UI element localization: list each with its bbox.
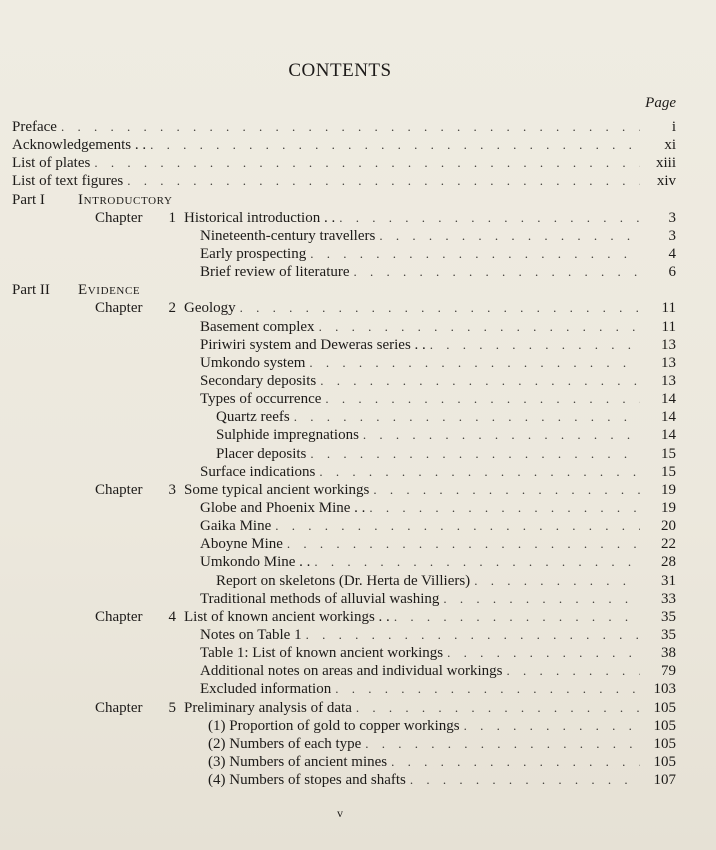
toc-row bbox=[0, 572, 716, 590]
toc-entry bbox=[200, 517, 640, 535]
toc-entry bbox=[200, 535, 640, 553]
dot-leader bbox=[474, 572, 640, 590]
toc-row bbox=[0, 191, 716, 209]
toc-entry bbox=[200, 463, 640, 481]
page-number: 13 bbox=[661, 354, 676, 371]
page-number: i bbox=[671, 119, 676, 135]
page-number: 3 bbox=[668, 227, 676, 244]
dot-leader bbox=[61, 118, 640, 136]
page-number: 105 bbox=[653, 699, 676, 716]
page-number: 11 bbox=[661, 300, 676, 317]
toc-row bbox=[0, 172, 716, 190]
dot-leader bbox=[275, 517, 640, 535]
toc-row bbox=[0, 662, 716, 680]
toc-row bbox=[0, 336, 716, 354]
dot-leader bbox=[443, 590, 640, 608]
page-number: 28 bbox=[661, 554, 676, 571]
toc-row bbox=[0, 517, 716, 535]
entry-title: Some typical ancient workings bbox=[184, 481, 370, 498]
entry-title: List of plates bbox=[12, 155, 91, 172]
dot-leader bbox=[506, 662, 640, 680]
toc-entry bbox=[184, 299, 640, 317]
toc-row bbox=[0, 735, 716, 753]
dot-leader bbox=[287, 535, 640, 553]
dot-leader bbox=[430, 336, 640, 354]
toc-row bbox=[0, 154, 716, 172]
dot-leader bbox=[294, 408, 640, 426]
dot-leader bbox=[379, 227, 640, 245]
page-number: 35 bbox=[661, 608, 676, 625]
toc-row bbox=[0, 408, 716, 426]
toc-row bbox=[0, 445, 716, 463]
toc-entry bbox=[12, 118, 640, 136]
toc-entry bbox=[200, 318, 640, 336]
toc-entry bbox=[216, 572, 640, 590]
toc-row bbox=[0, 390, 716, 408]
toc-entry bbox=[12, 154, 640, 172]
toc-entry bbox=[216, 445, 640, 463]
toc-row bbox=[0, 245, 716, 263]
page-number: 35 bbox=[661, 626, 676, 643]
dot-leader bbox=[410, 771, 640, 789]
toc-row bbox=[0, 263, 716, 281]
page-number: 11 bbox=[661, 318, 676, 335]
dot-leader bbox=[310, 245, 640, 263]
dot-leader bbox=[325, 390, 640, 408]
chapter-label: Chapter bbox=[95, 481, 143, 498]
page-number: xiv bbox=[656, 173, 676, 190]
page-number: 105 bbox=[653, 753, 676, 770]
dot-leader bbox=[306, 626, 640, 644]
dot-leader bbox=[365, 735, 640, 753]
toc-entry bbox=[208, 771, 640, 789]
entry-title: Early prospecting bbox=[200, 245, 307, 262]
page-number: 14 bbox=[661, 391, 676, 408]
chapter-number: 1 bbox=[168, 209, 176, 226]
page-number: 13 bbox=[661, 372, 676, 389]
toc-row bbox=[0, 481, 716, 499]
entry-title: (4) Numbers of stopes and shafts bbox=[208, 772, 406, 789]
dot-leader bbox=[127, 172, 640, 190]
toc-row bbox=[0, 299, 716, 317]
page-number: 79 bbox=[661, 663, 676, 680]
dot-leader bbox=[335, 680, 640, 698]
toc-row bbox=[0, 753, 716, 771]
toc-row bbox=[0, 118, 716, 136]
dot-leader bbox=[320, 372, 640, 390]
toc-row bbox=[0, 644, 716, 662]
page-number: 38 bbox=[661, 645, 676, 662]
entry-title: Brief review of literature bbox=[200, 264, 350, 281]
page-number: 6 bbox=[668, 264, 676, 281]
entry-title: Surface indications bbox=[200, 463, 316, 480]
page-title: CONTENTS bbox=[288, 60, 392, 81]
toc-row bbox=[0, 499, 716, 517]
page-number: 20 bbox=[661, 518, 676, 535]
table-of-contents bbox=[0, 118, 716, 789]
chapter-label: Chapter bbox=[95, 300, 143, 317]
dot-leader bbox=[310, 445, 640, 463]
part-label: Part I bbox=[12, 191, 45, 208]
page-number: xiii bbox=[655, 155, 676, 172]
page-number: 33 bbox=[661, 590, 676, 607]
entry-title: Sulphide impregnations bbox=[216, 427, 359, 444]
chapter-label: Chapter bbox=[95, 209, 143, 226]
entry-title: Geology bbox=[184, 300, 236, 317]
toc-entry bbox=[200, 553, 640, 571]
toc-row bbox=[0, 354, 716, 372]
entry-title: Placer deposits bbox=[216, 445, 307, 462]
toc-entry bbox=[200, 245, 640, 263]
dot-leader bbox=[464, 717, 640, 735]
page-number: 14 bbox=[661, 409, 676, 426]
page-number: xi bbox=[664, 137, 676, 154]
chapter-number: 4 bbox=[168, 608, 176, 625]
page-number: 103 bbox=[653, 681, 676, 698]
page-number: 15 bbox=[661, 463, 676, 480]
entry-title: Table 1: List of known ancient workings bbox=[200, 645, 444, 662]
chapter-number: 3 bbox=[168, 481, 176, 498]
entry-title: Notes on Table 1 bbox=[200, 626, 302, 643]
entry-title: Umkondo system bbox=[200, 354, 306, 371]
dot-leader bbox=[150, 136, 640, 154]
entry-title: Umkondo Mine . . bbox=[200, 554, 311, 571]
page-number: 19 bbox=[661, 499, 676, 516]
toc-entry bbox=[200, 263, 640, 281]
toc-row bbox=[0, 281, 716, 299]
toc-entry bbox=[216, 408, 640, 426]
toc-row bbox=[0, 771, 716, 789]
page-number: 3 bbox=[668, 209, 676, 226]
toc-row bbox=[0, 608, 716, 626]
toc-entry bbox=[208, 753, 640, 771]
entry-title: Types of occurrence bbox=[200, 391, 322, 408]
toc-row bbox=[0, 699, 716, 717]
toc-entry bbox=[200, 626, 640, 644]
toc-row bbox=[0, 717, 716, 735]
entry-title: (3) Numbers of ancient mines bbox=[208, 753, 388, 770]
part-name: Evidence bbox=[78, 282, 141, 299]
page-number: 13 bbox=[661, 336, 676, 353]
dot-leader bbox=[394, 608, 640, 626]
toc-entry bbox=[184, 699, 640, 717]
toc-entry bbox=[200, 336, 640, 354]
entry-title: Secondary deposits bbox=[200, 372, 317, 389]
toc-row bbox=[0, 535, 716, 553]
toc-row bbox=[0, 426, 716, 444]
chapter-number: 5 bbox=[168, 699, 176, 716]
dot-leader bbox=[363, 426, 640, 444]
entry-title: Nineteenth-century travellers bbox=[200, 227, 376, 244]
toc-row bbox=[0, 463, 716, 481]
toc-row bbox=[0, 680, 716, 698]
entry-title: Additional notes on areas and individual workings bbox=[200, 663, 503, 680]
toc-entry bbox=[200, 680, 640, 698]
toc-entry bbox=[216, 426, 640, 444]
toc-row bbox=[0, 372, 716, 390]
page-number: 15 bbox=[661, 445, 676, 462]
entry-title: Historical introduction . . bbox=[184, 209, 336, 226]
toc-entry bbox=[184, 209, 640, 227]
chapter-label: Chapter bbox=[95, 608, 143, 625]
dot-leader bbox=[94, 154, 640, 172]
toc-entry bbox=[12, 172, 640, 190]
entry-title: List of text figures bbox=[12, 173, 124, 190]
dot-leader bbox=[354, 263, 640, 281]
page-number: 107 bbox=[653, 772, 676, 789]
toc-entry bbox=[184, 481, 640, 499]
dot-leader bbox=[373, 481, 640, 499]
entry-title: (2) Numbers of each type bbox=[208, 735, 362, 752]
dot-leader bbox=[339, 209, 640, 227]
toc-entry bbox=[200, 590, 640, 608]
part-label: Part II bbox=[12, 282, 50, 299]
entry-title: Basement complex bbox=[200, 318, 315, 335]
page-number-footer: v bbox=[337, 806, 343, 820]
entry-title: Gaika Mine bbox=[200, 518, 272, 535]
dot-leader bbox=[314, 553, 640, 571]
dot-leader bbox=[319, 463, 640, 481]
dot-leader bbox=[309, 354, 640, 372]
page-column-heading: Page bbox=[645, 95, 676, 111]
entry-title: Globe and Phoenix Mine . . bbox=[200, 499, 366, 516]
toc-entry bbox=[200, 354, 640, 372]
dot-leader bbox=[369, 499, 640, 517]
dot-leader bbox=[240, 299, 640, 317]
entry-title: Acknowledgements . . bbox=[12, 137, 147, 154]
entry-title: Quartz reefs bbox=[216, 409, 290, 426]
entry-title: List of known ancient workings . . bbox=[184, 608, 390, 625]
toc-row bbox=[0, 626, 716, 644]
page-number: 31 bbox=[661, 572, 676, 589]
toc-entry bbox=[200, 372, 640, 390]
entry-title: Report on skeletons (Dr. Herta de Villiers) bbox=[216, 572, 471, 589]
dot-leader bbox=[447, 644, 640, 662]
toc-entry bbox=[200, 499, 640, 517]
toc-row bbox=[0, 209, 716, 227]
dot-leader bbox=[391, 753, 640, 771]
page-number: 105 bbox=[653, 717, 676, 734]
toc-entry bbox=[208, 735, 640, 753]
entry-title: Preface bbox=[12, 119, 57, 135]
toc-row bbox=[0, 318, 716, 336]
toc-entry bbox=[184, 608, 640, 626]
page-number: 105 bbox=[653, 735, 676, 752]
entry-title: Aboyne Mine bbox=[200, 536, 283, 553]
toc-row bbox=[0, 553, 716, 571]
chapter-label: Chapter bbox=[95, 699, 143, 716]
entry-title: Traditional methods of alluvial washing bbox=[200, 590, 440, 607]
entry-title: Excluded information bbox=[200, 681, 332, 698]
page-number: 4 bbox=[668, 245, 676, 262]
dot-leader bbox=[356, 699, 640, 717]
toc-row bbox=[0, 227, 716, 245]
entry-title: (1) Proportion of gold to copper workings bbox=[208, 717, 460, 734]
page-number: 19 bbox=[661, 481, 676, 498]
toc-row bbox=[0, 136, 716, 154]
toc-entry bbox=[200, 644, 640, 662]
toc-entry bbox=[200, 390, 640, 408]
chapter-number: 2 bbox=[168, 300, 176, 317]
toc-entry bbox=[200, 227, 640, 245]
entry-title: Preliminary analysis of data bbox=[184, 699, 352, 716]
toc-entry bbox=[208, 717, 640, 735]
page-number: 14 bbox=[661, 427, 676, 444]
part-name: Introductory bbox=[78, 191, 173, 208]
toc-row bbox=[0, 590, 716, 608]
toc-entry bbox=[12, 136, 640, 154]
dot-leader bbox=[319, 318, 640, 336]
entry-title: Piriwiri system and Deweras series . . bbox=[200, 336, 426, 353]
page-number: 22 bbox=[661, 536, 676, 553]
toc-entry bbox=[200, 662, 640, 680]
